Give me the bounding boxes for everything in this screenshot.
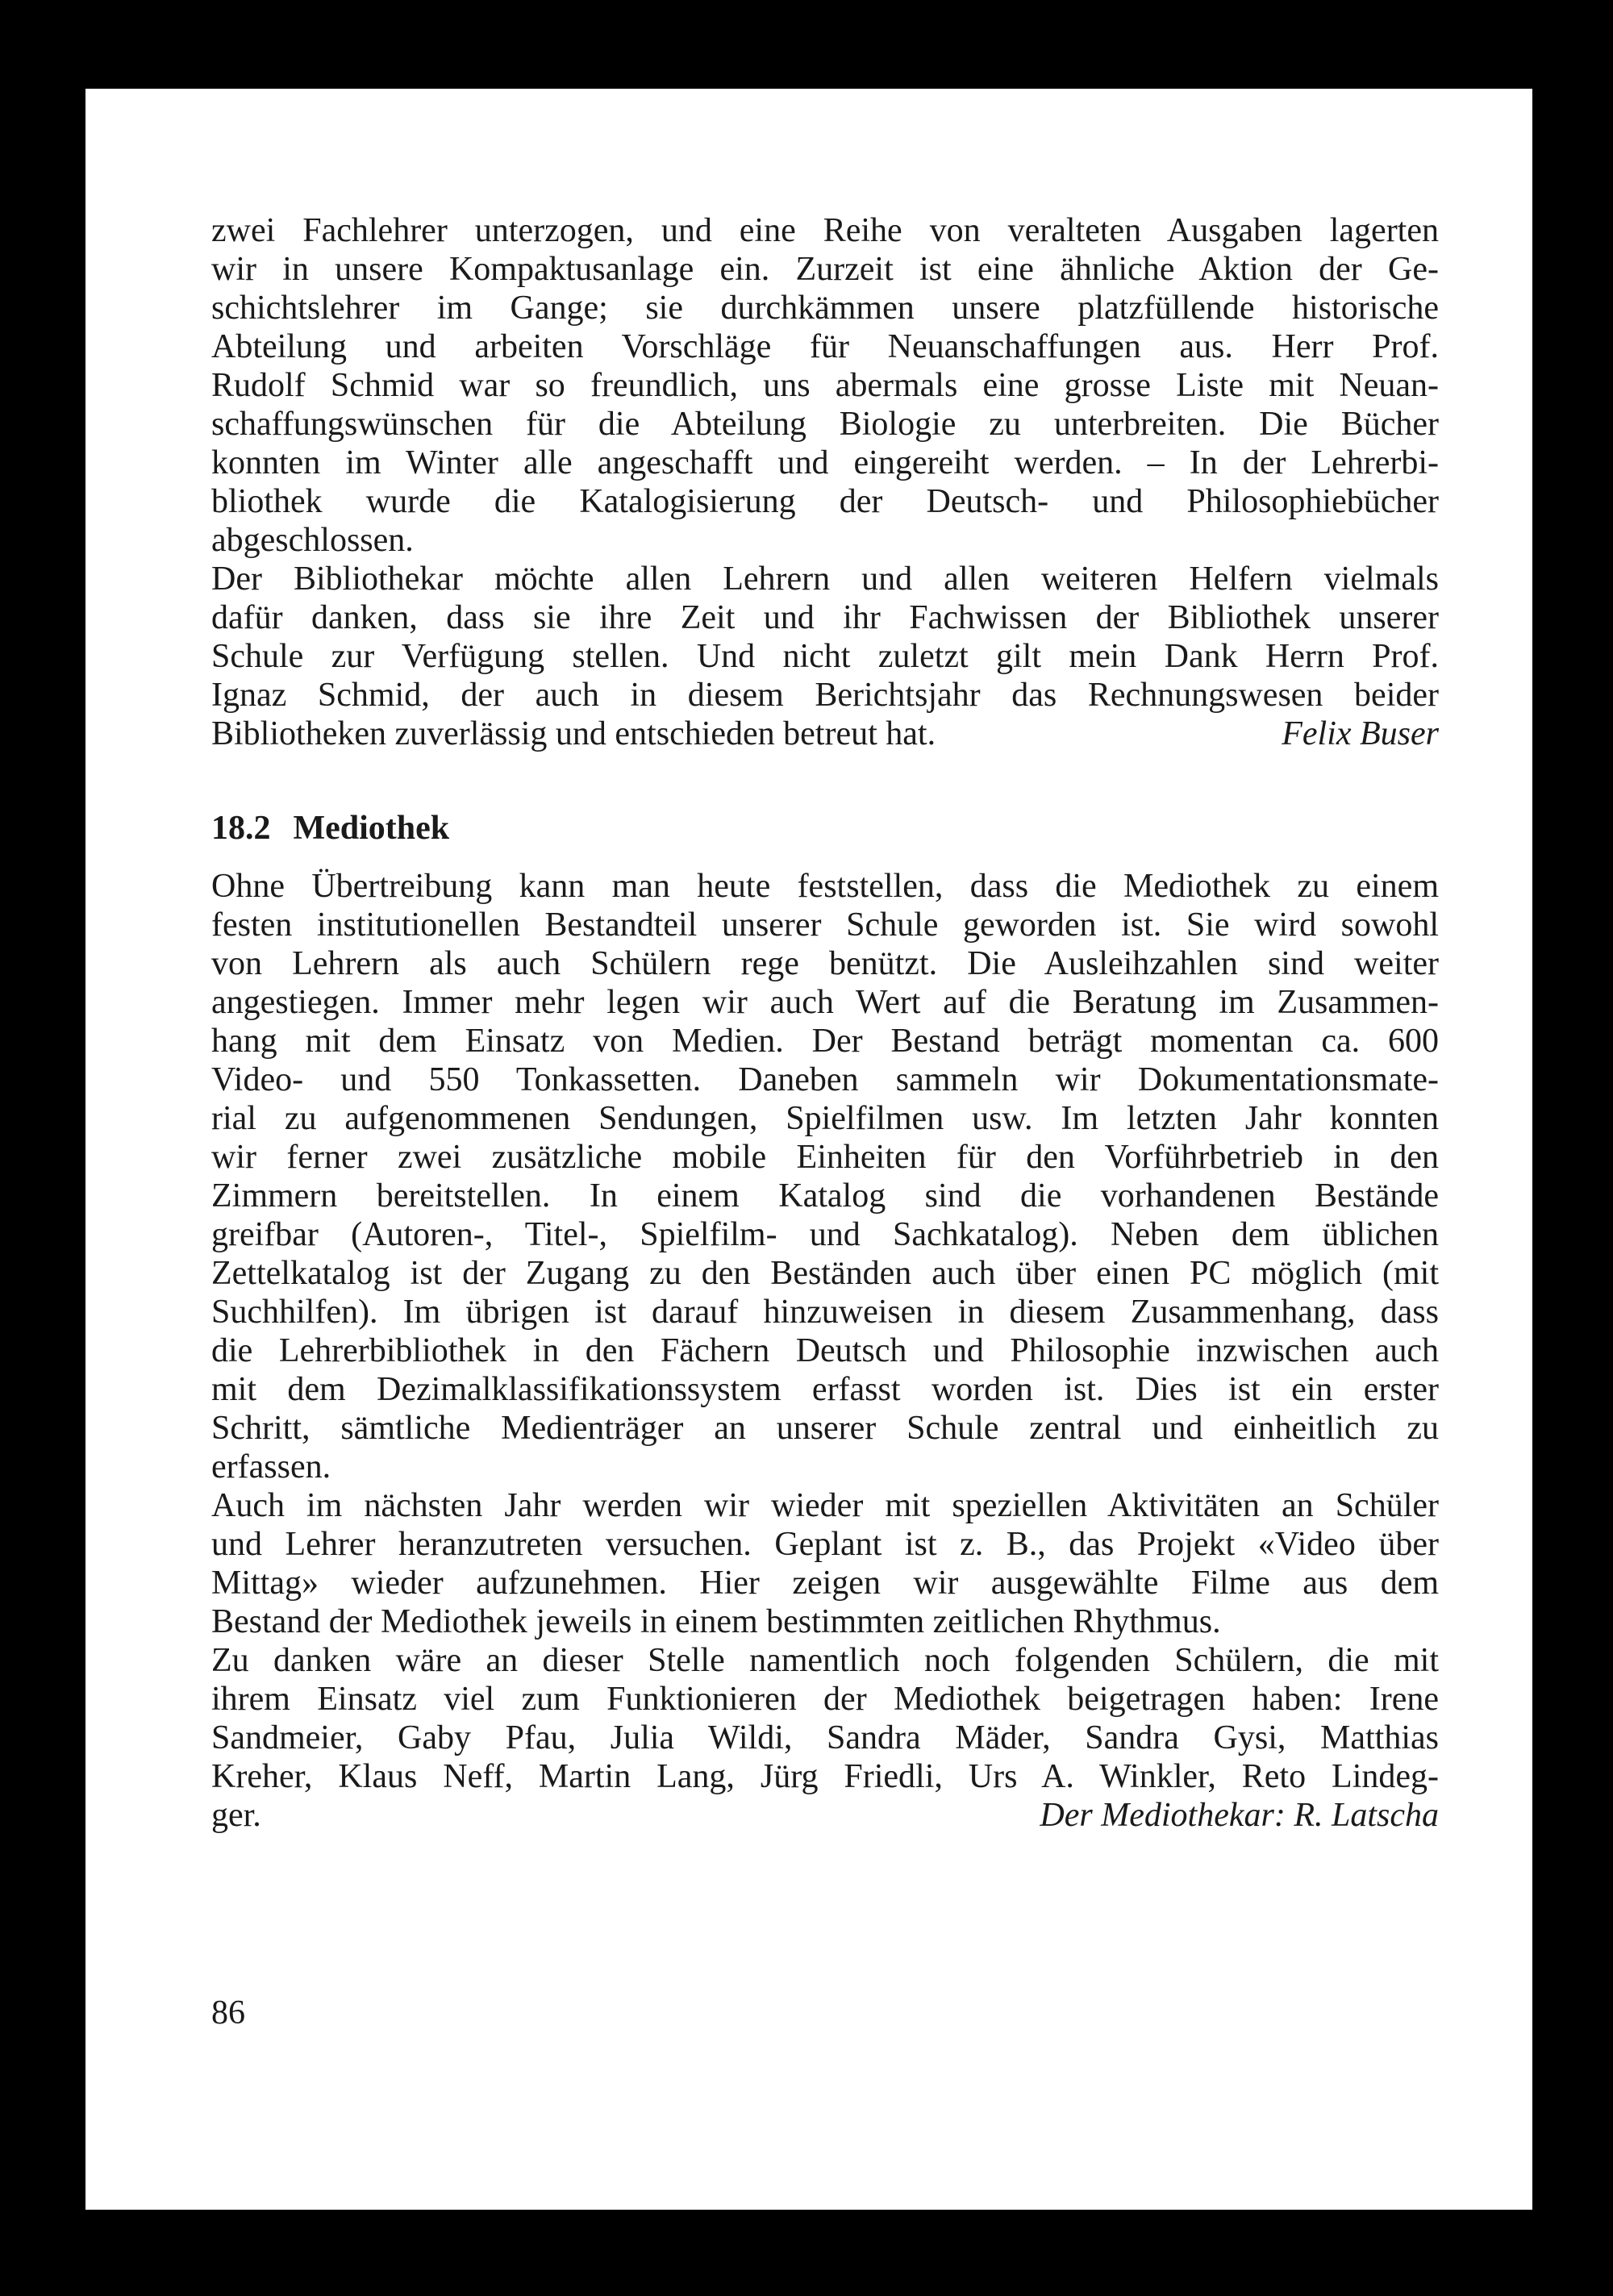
text-line: zwei Fachlehrer unterzogen, und eine Reihe von veralteten Ausgaben lagerten <box>211 212 1439 249</box>
text-line: Zimmern bereitstellen. In einem Katalog sind die vorhandenen Bestände <box>211 1177 1439 1215</box>
text-line: Ignaz Schmid, der auch in diesem Berichtsjahr das Rechnungswesen beider <box>211 677 1439 714</box>
text-line: Mittag» wieder aufzunehmen. Hier zeigen wir ausgewählte Filme aus dem <box>211 1565 1439 1602</box>
text-line: schichtslehrer im Gange; sie durchkämmen unsere platzfüllende historische <box>211 290 1439 327</box>
text-line: Auch im nächsten Jahr werden wir wieder mit speziellen Aktivitäten an Schüler <box>211 1487 1439 1524</box>
text-line: Schule zur Verfügung stellen. Und nicht zuletzt gilt mein Dank Herrn Prof. <box>211 638 1439 675</box>
text-line: greifbar (Autoren-, Titel-, Spielfilm- und Sachkatalog). Neben dem üblichen <box>211 1216 1439 1253</box>
closing-line <box>211 1796 1439 1835</box>
text-line: schaffungswünschen für die Abteilung Biologie zu unterbreiten. Die Bücher <box>211 406 1439 443</box>
section-heading <box>211 809 449 848</box>
text-line: Kreher, Klaus Neff, Martin Lang, Jürg Friedli, Urs A. Winkler, Reto Lindeg- <box>211 1758 1439 1795</box>
text-line: hang mit dem Einsatz von Medien. Der Bestand beträgt momentan ca. 600 <box>211 1023 1439 1060</box>
text-line: von Lehrern als auch Schülern rege benützt. Die Ausleihzahlen sind weiter <box>211 945 1439 982</box>
text-line: abgeschlossen. <box>211 522 414 559</box>
section-number: 18.2 <box>211 810 271 847</box>
text-line: konnten im Winter alle angeschafft und eingereiht werden. – In der Lehrerbi- <box>211 444 1439 481</box>
text-line: Schritt, sämtliche Medienträger an unserer Schule zentral und einheitlich zu <box>211 1410 1439 1447</box>
text-line: erfassen. <box>211 1448 331 1486</box>
closing-text: ger. <box>211 1797 261 1834</box>
text-line: mit dem Dezimalklassifikationssystem erfasst worden ist. Dies ist ein erster <box>211 1371 1439 1408</box>
text-line: die Lehrerbibliothek in den Fächern Deutsch und Philosophie inzwischen auch <box>211 1332 1439 1369</box>
signature-mediothekar: Der Mediothekar: R. Latscha <box>1040 1797 1439 1834</box>
text-line: Bestand der Mediothek jeweils in einem bestimmten zeitlichen Rhythmus. <box>211 1603 1221 1640</box>
text-line: Zettelkatalog ist der Zugang zu den Beständen auch über einen PC möglich (mit <box>211 1255 1439 1292</box>
text-line: ihrem Einsatz viel zum Funktionieren der Mediothek beigetragen haben: Irene <box>211 1681 1439 1718</box>
text-line: Der Bibliothekar möchte allen Lehrern und allen weiteren Helfern vielmals <box>211 560 1439 598</box>
text-line: festen institutionellen Bestandteil unserer Schule geworden ist. Sie wird sowohl <box>211 906 1439 944</box>
closing-line <box>211 715 1439 753</box>
text-line: Sandmeier, Gaby Pfau, Julia Wildi, Sandra Mäder, Sandra Gysi, Matthias <box>211 1719 1439 1756</box>
text-line: bliothek wurde die Katalogisierung der Deutsch- und Philosophiebücher <box>211 483 1439 520</box>
text-line: Ohne Übertreibung kann man heute feststellen, dass die Mediothek zu einem <box>211 868 1439 905</box>
section-2-body <box>211 867 1439 1835</box>
text-line: angestiegen. Immer mehr legen wir auch Wert auf die Beratung im Zusammen- <box>211 984 1439 1021</box>
text-line: wir ferner zwei zusätzliche mobile Einheiten für den Vorführbetrieb in den <box>211 1139 1439 1176</box>
text-line: Suchhilfen). Im übrigen ist darauf hinzuweisen in diesem Zusammenhang, dass <box>211 1294 1439 1331</box>
closing-text: Bibliotheken zuverlässig und entschieden betreut hat. <box>211 715 936 752</box>
text-line: Video- und 550 Tonkassetten. Daneben sammeln wir Dokumentationsmate- <box>211 1061 1439 1098</box>
section-1-body <box>211 211 1439 753</box>
text-line: Rudolf Schmid war so freundlich, uns abermals eine grosse Liste mit Neuan- <box>211 367 1439 404</box>
section-title: Mediothek <box>293 810 450 847</box>
text-line: Abteilung und arbeiten Vorschläge für Neuanschaffungen aus. Herr Prof. <box>211 328 1439 365</box>
signature-felix-buser: Felix Buser <box>1282 715 1439 752</box>
page-number: 86 <box>211 1994 245 2031</box>
text-line: und Lehrer heranzutreten versuchen. Geplant ist z. B., das Projekt «Video über <box>211 1526 1439 1563</box>
text-line: rial zu aufgenommenen Sendungen, Spielfilmen usw. Im letzten Jahr konnten <box>211 1100 1439 1137</box>
text-line: wir in unsere Kompaktusanlage ein. Zurzeit ist eine ähnliche Aktion der Ge- <box>211 251 1439 288</box>
text-line: Zu danken wäre an dieser Stelle namentlich noch folgenden Schülern, die mit <box>211 1642 1439 1679</box>
text-line: dafür danken, dass sie ihre Zeit und ihr Fachwissen der Bibliothek unserer <box>211 599 1439 636</box>
